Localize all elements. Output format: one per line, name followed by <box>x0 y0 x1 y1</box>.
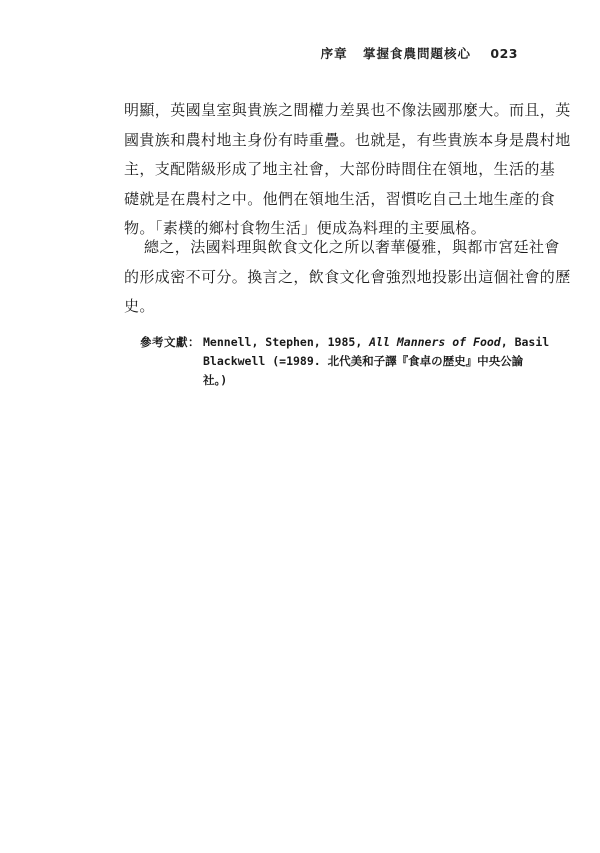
paragraph-line: 明顯，英國皇室與貴族之間權力差異也不像法國那麼大。而且，英 <box>124 101 571 119</box>
section-title: 掌握食農問題核心 <box>363 46 472 61</box>
paragraph-line: 的形成密不可分。換言之，飲食文化會強烈地投影出這個社會的歷 <box>124 267 571 286</box>
paragraph-line: 史。 <box>124 297 155 315</box>
citation-author: Mennell, Stephen, 1985, <box>203 335 370 349</box>
reference-label: 參考文獻： <box>140 335 200 349</box>
citation-line <box>203 333 550 352</box>
paragraph-line: 物。「素樸的鄉村食物生活」便成為料理的主要風格。 <box>124 219 487 237</box>
paragraph-2 <box>124 233 571 322</box>
paragraph-1 <box>124 96 571 244</box>
citation-publisher: , Basil <box>500 335 550 349</box>
page-number: 023 <box>490 46 518 61</box>
running-header <box>321 44 518 62</box>
citation-line: 社。) <box>203 373 228 387</box>
chapter-label: 序章 <box>320 46 348 61</box>
paragraph-line: 總之，法國料理與飲食文化之所以奢華優雅，與都市宮廷社會 <box>144 238 560 256</box>
paragraph-line: 國貴族和農村地主身份有時重疊。也就是，有些貴族本身是農村地 <box>124 130 571 149</box>
citation-line: Blackwell (=1989. 北代美和子譯『食卓の歴史』中央公論 <box>203 354 524 368</box>
paragraph-line: 主，支配階級形成了地主社會，大部份時間住在領地，生活的基 <box>124 160 556 178</box>
citation-book-title: All Manners of Food <box>369 335 501 349</box>
paragraph-line: 礎就是在農村之中。他們在領地生活，習慣吃自己土地生產的食 <box>124 189 556 208</box>
reference-citation <box>203 333 550 390</box>
